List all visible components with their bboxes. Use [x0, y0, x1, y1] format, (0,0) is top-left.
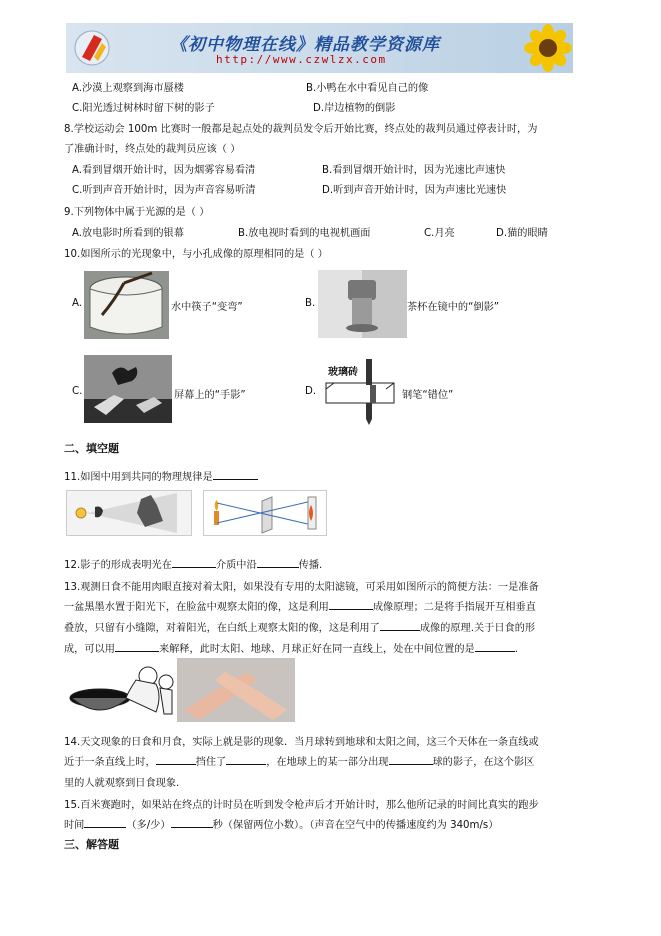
q7-option-c: C.阳光透过树林时留下树的影子	[72, 103, 215, 114]
cup-mirror-image	[318, 270, 407, 338]
section-heading-solutions: 三、解答题	[64, 838, 119, 851]
q12-blank-1[interactable]	[172, 557, 216, 568]
q9-option-d: D.猫的眼睛	[496, 228, 548, 239]
q10-option-d-text: 钢笔“错位”	[402, 390, 454, 401]
q8-option-a: A.看到冒烟开始计时，因为烟雾容易看清	[72, 165, 256, 176]
banner-title: 《初中物理在线》精品教学资源库	[170, 35, 440, 55]
shadow-diagram-image	[66, 490, 192, 536]
q12-text-2: 介质中沿	[215, 560, 257, 571]
q15-blank-1[interactable]	[84, 817, 126, 828]
q13-text-3a: 叠放，只留有小缝隙，对着阳光，在白纸上观察太阳的像，这是利用了	[64, 623, 380, 634]
q15-text-2c: 秒（保留两位小数）。（声音在空气中的传播速度约为 340m/s）	[212, 820, 499, 831]
q9-option-a: A.放电影时所看到的银幕	[72, 228, 184, 239]
q12-stem	[64, 556, 322, 571]
q7-option-b: B.小鸭在水中看见自己的像	[306, 83, 429, 94]
q9-option-b: B.放电视时看到的电视机画面	[238, 228, 371, 239]
pen-glass-brick-image	[318, 355, 402, 427]
section-heading-fill-in: 二、填空题	[64, 442, 119, 455]
glass-brick-label: 玻璃砖	[328, 367, 358, 378]
q14-text-2d: 球的影子，在这个影区	[432, 757, 535, 768]
q10-option-b-letter: B.	[305, 298, 316, 309]
q14-text-2a: 近于一条直线上时，	[64, 757, 156, 768]
q13-text-4c: .	[514, 644, 518, 655]
q10-option-a-letter: A.	[72, 298, 83, 309]
q14-blank-1[interactable]	[156, 754, 196, 765]
logo-icon	[72, 27, 112, 69]
q10-option-a-text: 水中筷子“变弯”	[171, 302, 243, 313]
q13-blank-4[interactable]	[475, 641, 515, 652]
q7-option-d: D.岸边植物的倒影	[313, 103, 396, 114]
q12-text-1: 12.影子的形成表明光在	[64, 560, 172, 571]
q10-stem: 10.如图所示的光现象中，与小孔成像的原理相同的是（ ）	[64, 249, 328, 260]
q15-line2	[64, 816, 498, 831]
q8-option-d: D.听到声音开始计时，因为声速比光速快	[322, 185, 507, 196]
q13-text-2a: 一盆黑墨水置于阳光下，在脸盆中观察太阳的像，这是利用	[64, 602, 329, 613]
q11-text: 11.如图中用到共同的物理规律是	[64, 472, 213, 483]
q13-line2	[64, 598, 536, 613]
q10-option-b-text: 茶杯在镜中的“倒影”	[407, 302, 500, 313]
q14-text-2b: 挡住了	[195, 757, 227, 768]
q14-text-2c: ，在地球上的某一部分出现	[266, 757, 389, 768]
q13-line1: 13.观测日食不能用肉眼直接对着太阳，如果没有专用的太阳滤镜，可采用如图所示的简便方法：一是准备	[64, 582, 539, 593]
q14-blank-3[interactable]	[389, 754, 433, 765]
q13-text-2b: 成像原理；二是将手指展开互相垂直	[372, 602, 536, 613]
q7-option-a: A.沙漠上观察到海市蜃楼	[72, 83, 184, 94]
q14-line1: 14.天文现象的日食和月食，实际上就是影的现象．当月球转到地球和太阳之间，这三个天体在一条直线或	[64, 737, 539, 748]
ink-basin-image	[66, 656, 174, 724]
header-banner	[66, 23, 573, 73]
q14-line3: 里的人就观察到日食现象.	[64, 778, 180, 789]
sunflower-icon	[522, 23, 573, 73]
q11-stem	[64, 468, 258, 483]
q14-blank-2[interactable]	[226, 754, 266, 765]
q13-blank-3[interactable]	[115, 641, 159, 652]
q10-option-c-letter: C.	[72, 386, 83, 397]
q10-option-d-letter: D.	[305, 386, 317, 397]
q9-option-c: C.月亮	[424, 228, 455, 239]
pinhole-camera-diagram-image	[203, 490, 327, 536]
q13-line3	[64, 619, 535, 634]
q15-blank-2[interactable]	[171, 817, 213, 828]
q13-text-4a: 成，可以用	[64, 644, 115, 655]
q12-blank-2[interactable]	[257, 557, 299, 568]
q14-line2	[64, 753, 534, 768]
q13-text-3b: 成像的原理.关于日食的形	[419, 623, 536, 634]
q8-stem-line1: 8.学校运动会 100m 比赛时一般都是起点处的裁判员发令后开始比赛，终点处的裁判员通过停表计时，为	[64, 124, 538, 135]
q8-option-b: B.看到冒烟开始计时，因为光速比声速快	[322, 165, 506, 176]
q13-line4	[64, 640, 518, 655]
q11-blank[interactable]	[213, 469, 258, 480]
q10-option-c-text: 屏幕上的“手影”	[174, 390, 246, 401]
q13-text-4b: 来解释，此时太阳、地球、月球正好在同一直线上，处在中间位置的是	[158, 644, 475, 655]
q8-option-c: C.听到声音开始计时，因为声音容易听清	[72, 185, 256, 196]
q15-line1: 15.百米赛跑时，如果站在终点的计时员在听到发令枪声后才开始计时，那么他所记录的时间比真实的跑步	[64, 800, 539, 811]
q12-text-3: 传播.	[298, 560, 323, 571]
crossed-hands-image	[177, 658, 295, 722]
q13-blank-2[interactable]	[380, 620, 420, 631]
q9-stem: 9.下列物体中属于光源的是（ ）	[64, 207, 210, 218]
banner-url[interactable]: http://www.czwlzx.com	[216, 53, 387, 66]
q8-stem-line2: 了准确计时，终点处的裁判员应该（ ）	[64, 144, 241, 155]
q15-text-2a: 时间	[64, 820, 85, 831]
chopsticks-in-water-image	[84, 271, 169, 339]
hand-shadow-image	[84, 355, 172, 423]
q15-text-2b: （多/少）	[126, 820, 171, 831]
q13-blank-1[interactable]	[329, 599, 373, 610]
